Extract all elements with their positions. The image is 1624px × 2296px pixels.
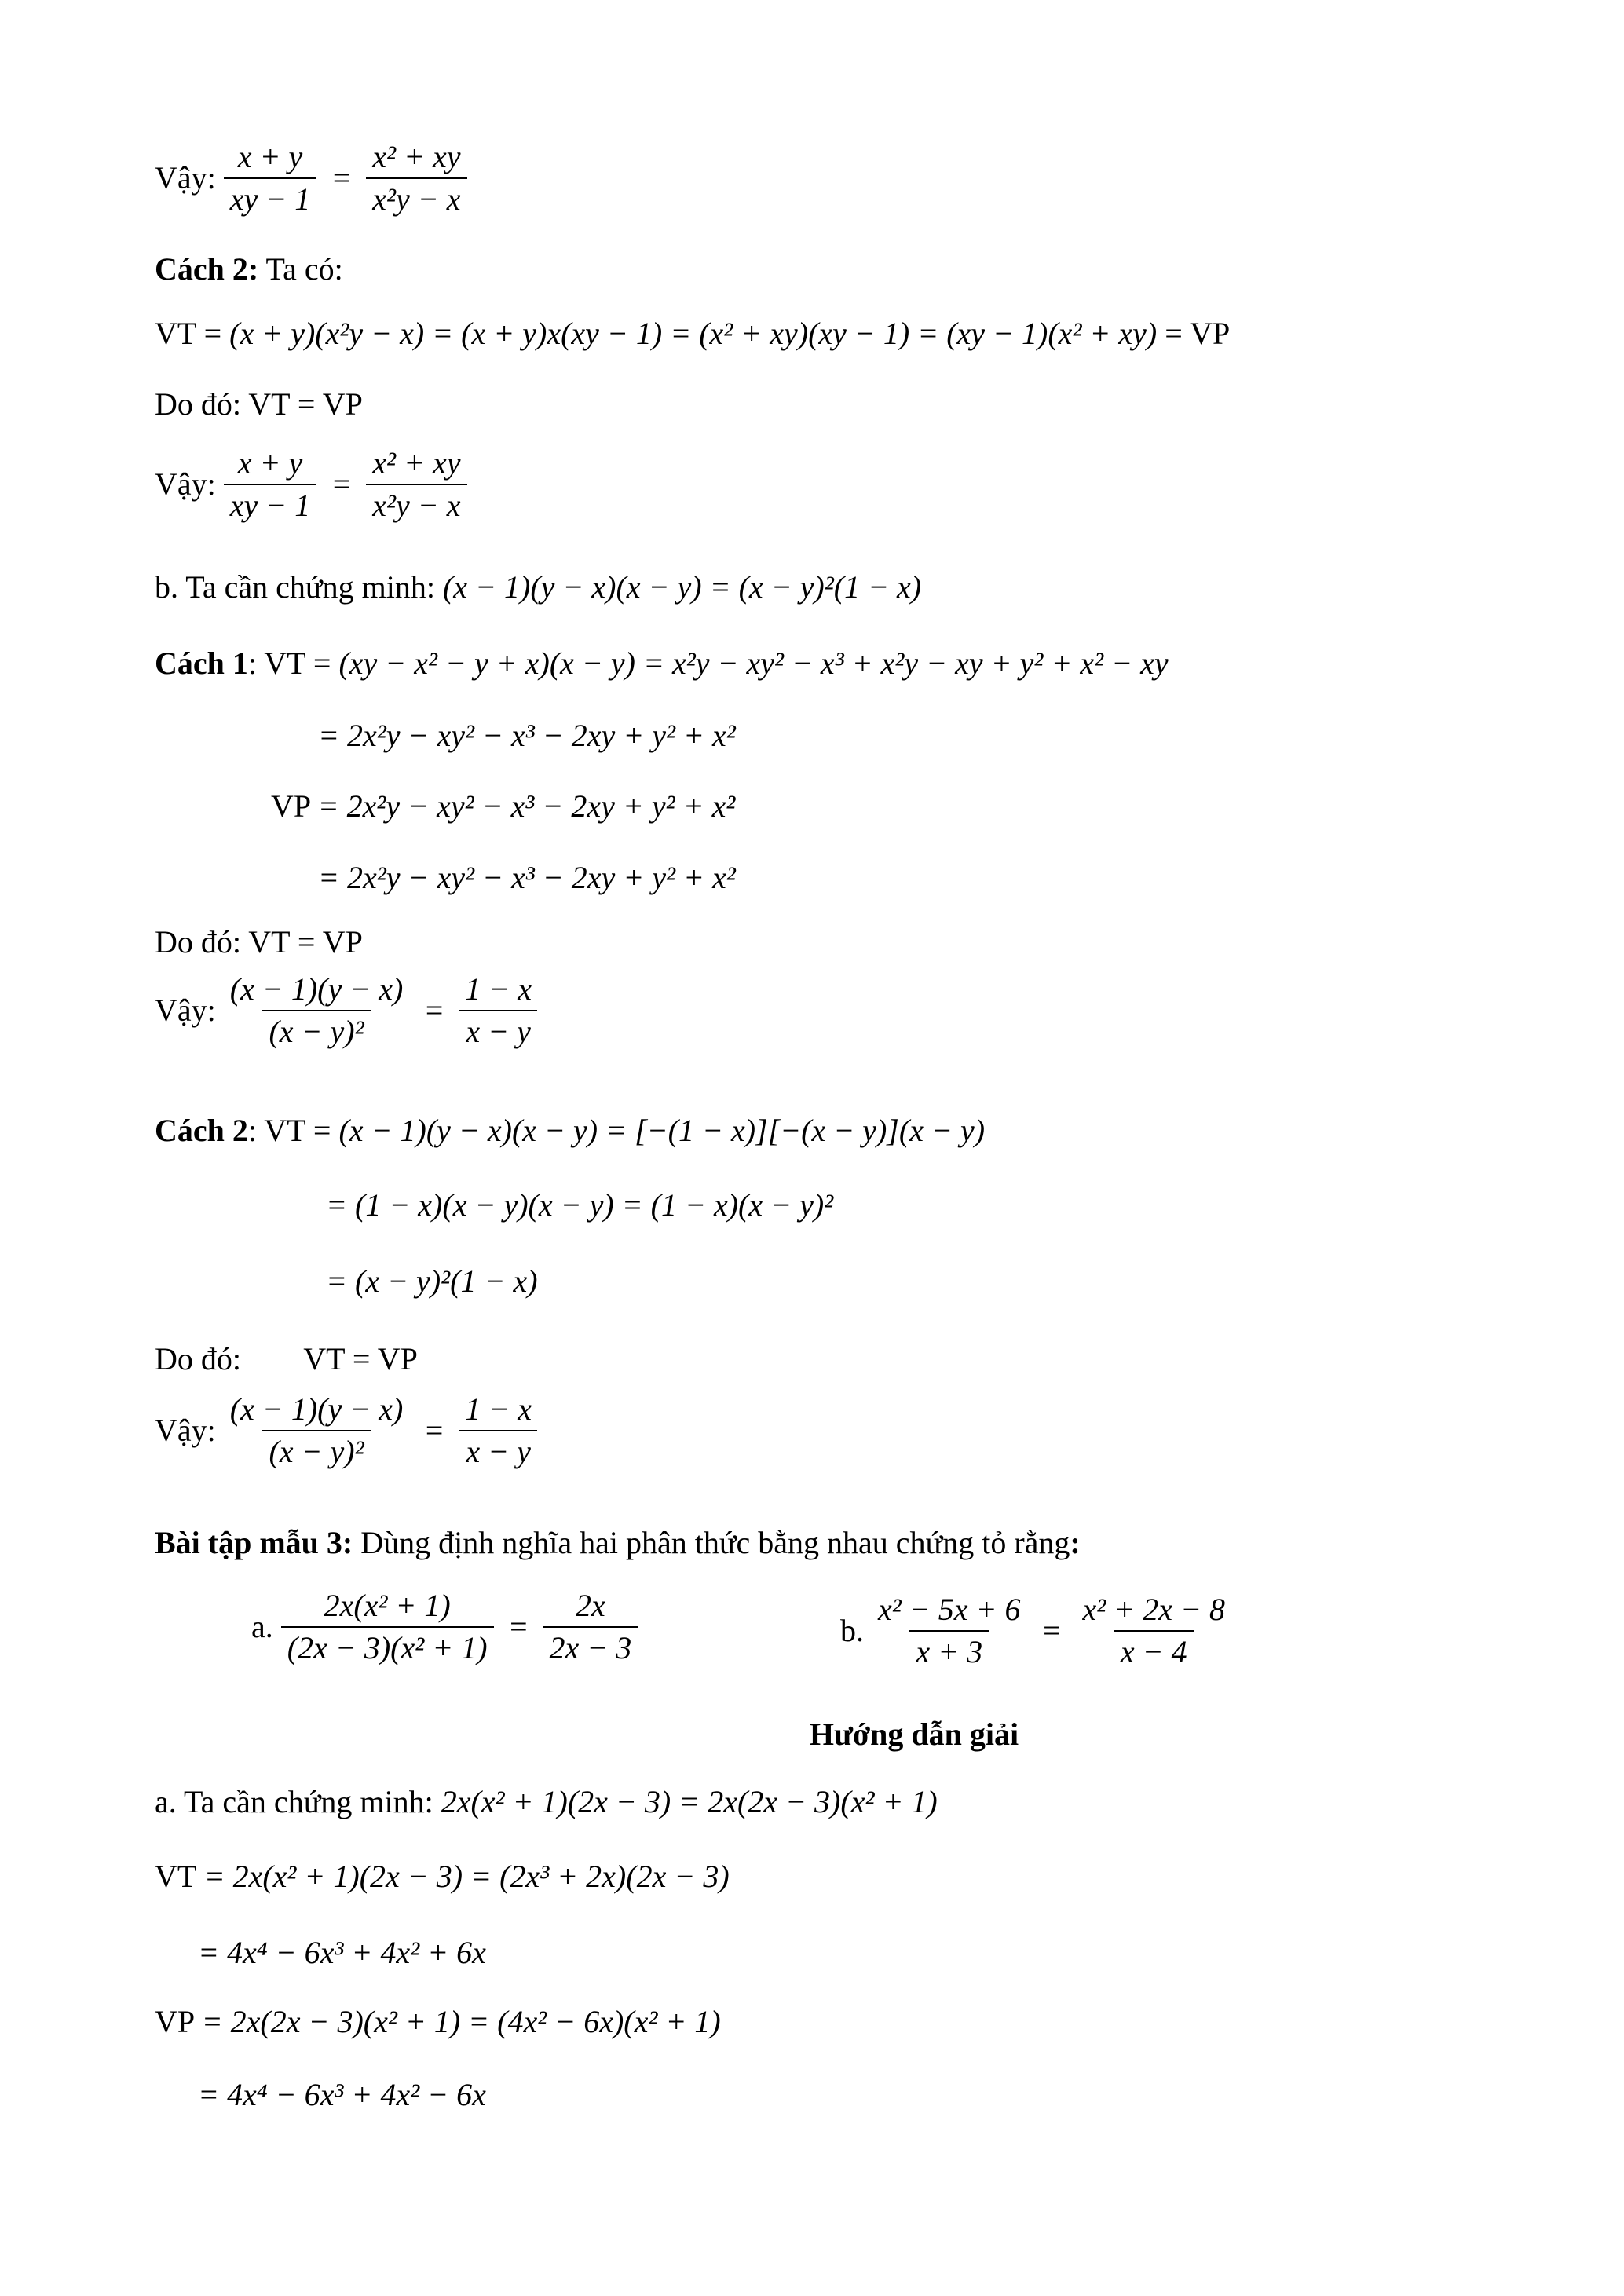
therefore-line-3: Do đó: VT = VP xyxy=(155,1341,418,1377)
vt-continuation: = 2x²y − xy² − x³ − 2xy + y² + x² xyxy=(318,718,736,753)
method-1-vt-line: Cách 1 : VT = (xy − x² − y + x)(x − y) = x²y − xy² − x³ + x²y − xy + y² + x² − xy xyxy=(155,645,1169,681)
therefore-line-1: Do đó: VT = VP xyxy=(155,386,363,422)
part-a-vt-result: = 4x⁴ − 6x³ + 4x² + 6x xyxy=(198,1935,486,1970)
fraction-left: $\frac{x + y}{xy - 1}$ xyxy=(224,141,317,215)
exercise-3-heading: Bài tập mẫu 3: Dùng định nghĩa hai phân thức bằng nhau chứng tỏ rằng : xyxy=(155,1525,1081,1560)
part-a-vp-line: VP = 2x(2x − 3)(x² + 1) = (4x² − 6x)(x² + 1) xyxy=(155,2004,721,2039)
part-b-statement: b. Ta cần chứng minh: (x − 1)(y − x)(x − y) = (x − y)²(1 − x) xyxy=(155,569,922,605)
method-2-continuation-2: = (x − y)²(1 − x) xyxy=(326,1263,538,1299)
fraction-left: $\frac{\text{2x(x² + 1)}}{\text{(2x − 3)(x² + 1)}}$ xyxy=(281,1590,494,1664)
vp-continuation: = 2x²y − xy² − x³ − 2xy + y² + x² xyxy=(318,860,736,895)
solution-heading: Hướng dẫn giải xyxy=(809,1717,1019,1752)
fraction-left: $\frac{(x - 1)(y - x)}{\text{(x − y)²}}$ xyxy=(229,1391,404,1469)
method-2-vt-line: Cách 2 : VT = (x − 1)(y − x)(x − y) = [−(1 − x)][−(x − y)](x − y) xyxy=(155,1113,986,1148)
vt-equation-line: VT = (x + y)(x²y − x) = (x + y)x(xy − 1) = (x² + xy)(xy − 1) = (xy − 1)(x² + xy) = VP xyxy=(155,316,1231,351)
fraction-right: $\frac{\text{x² + xy}}{\text{x²y − x}}$ xyxy=(366,141,466,215)
exercise-3-part-a: a. $\frac{\text{2x(x² + 1)}}{\text{(2x − 3)(x² + 1)}}$ = $\frac{2x}{2x - 3}$ xyxy=(251,1590,646,1664)
fraction-left: $\frac{(x - 1)(y - x)}{\text{(x − y)²}}$ xyxy=(229,971,404,1049)
conclusion-line-1: Vậy: $\frac{x + y}{xy - 1}$ = $\frac{\text{x² + xy}}{\text{x²y − x}}$ xyxy=(155,141,475,215)
part-a-vt-line: VT = 2x(x² + 1)(2x − 3) = (2x³ + 2x)(2x − 3) xyxy=(155,1859,730,1894)
label: Vậy: xyxy=(155,160,216,196)
method-2-continuation-1: = (1 − x)(x − y)(x − y) = (1 − x)(x − y)² xyxy=(326,1187,834,1223)
method-2-heading: Cách 2: Ta có: xyxy=(155,251,343,287)
part-a-vp-result: = 4x⁴ − 6x³ + 4x² − 6x xyxy=(198,2077,486,2112)
fraction-right: $\frac{\text{x² + 2x − 8}}{x - 4}$ xyxy=(1082,1592,1225,1669)
fraction-right: $\frac{\text{x² + xy}}{\text{x²y − x}}$ xyxy=(366,448,466,521)
therefore-line-2: Do đó: VT = VP xyxy=(155,924,363,960)
fraction-right: $\frac{1 - x}{x - y}$ xyxy=(459,974,538,1047)
part-a-statement: a. Ta cần chứng minh: 2x(x² + 1)(2x − 3) = 2x(2x − 3)(x² + 1) xyxy=(155,1784,938,1819)
fraction-left: $\frac{x + y}{xy - 1}$ xyxy=(224,448,317,521)
fraction-right: $\frac{2x}{2x - 3}$ xyxy=(543,1590,638,1664)
exercise-3-part-b: b. $\frac{\text{x² − 5x + 6}}{x + 3}$ = $\frac{\text{x² + 2x − 8}}{x - 4}$ xyxy=(840,1594,1239,1668)
vp-line: VP = 2x²y − xy² − x³ − 2xy + y² + x² xyxy=(271,788,736,824)
conclusion-line-2: Vậy: $\frac{x + y}{xy - 1}$ = $\frac{\text{x² + xy}}{\text{x²y − x}}$ xyxy=(155,448,475,521)
fraction-right: $\frac{1 - x}{x - y}$ xyxy=(459,1394,538,1468)
conclusion-line-3: Vậy: $\frac{(x - 1)(y - x)}{\text{(x − y)²}}$ = $\frac{1 - x}{x - y}$ xyxy=(155,974,546,1047)
conclusion-line-4: Vậy: $\frac{(x - 1)(y - x)}{\text{(x − y)²}}$ = $\frac{1 - x}{x - y}$ xyxy=(155,1394,546,1468)
fraction-left: $\frac{\text{x² − 5x + 6}}{x + 3}$ xyxy=(878,1592,1021,1669)
